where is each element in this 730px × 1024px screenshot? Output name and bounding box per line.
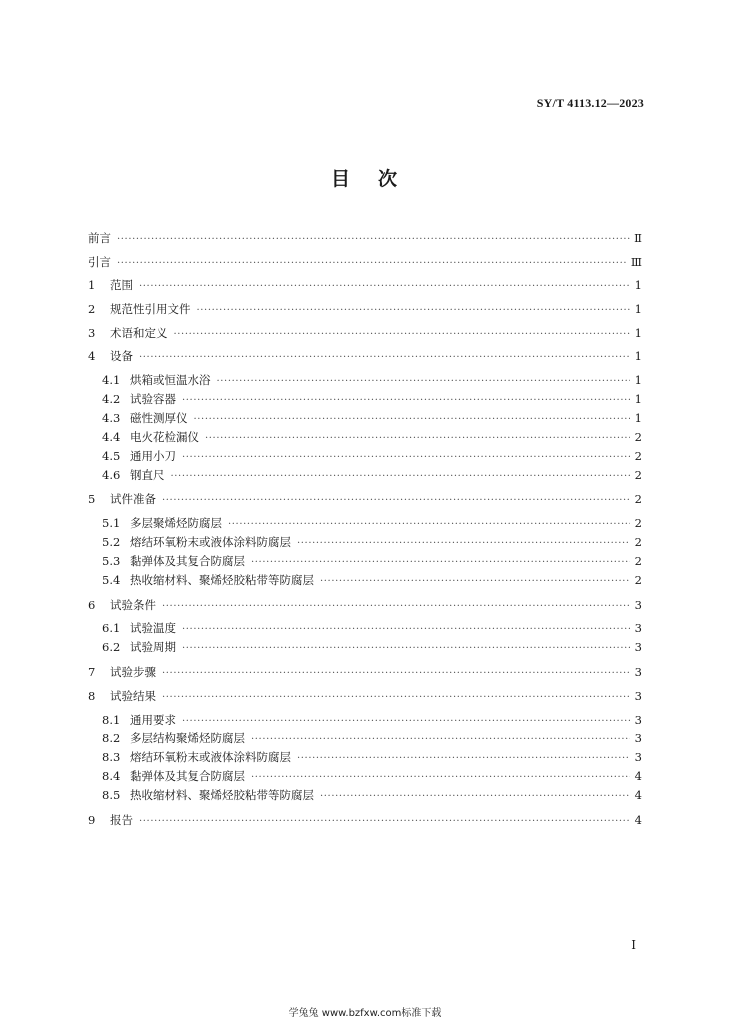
toc-entry-title: 试验周期 [130,640,176,655]
toc-entry-title: 报告 [110,813,133,828]
toc-entry-title: 试件准备 [110,492,156,507]
toc-entry[interactable] [88,639,642,658]
toc-entry[interactable] [88,534,642,553]
toc-entry-page: 2 [634,516,642,531]
toc-entry[interactable] [88,787,642,806]
toc-entry-number: 4.4 [102,429,121,444]
toc-entry-page: 1 [634,302,642,317]
toc-dot-leader [297,538,630,549]
toc-entry-title: 热收缩材料、聚烯烃胶粘带等防腐层 [130,572,314,587]
toc-entry[interactable] [88,391,642,410]
toc-entry-number: 4.5 [102,448,121,463]
toc-entry-page: 4 [634,769,642,784]
toc-entry-number: 5.2 [102,535,121,550]
toc-entry-title: 前言 [88,231,111,245]
toc-entry-number: 2 [88,302,96,317]
toc-dot-leader [205,433,630,444]
toc-entry-page: 3 [634,640,642,655]
toc-dot-leader [194,414,631,425]
toc-entry-page: 3 [634,597,642,612]
toc-entry[interactable] [88,277,642,301]
toc-dot-leader [197,305,631,316]
toc-dot-leader [182,716,630,727]
toc-entry[interactable] [88,325,642,349]
toc-entry-title: 电火花检漏仪 [130,429,199,444]
toc-dot-leader [182,643,630,654]
toc-entry[interactable] [88,467,642,486]
toc-entry-title: 熔结环氧粉末或液体涂料防腐层 [130,535,291,550]
toc-entry-title: 熔结环氧粉末或液体涂料防腐层 [130,750,291,765]
toc-entry-page: 2 [634,429,642,444]
toc-entry[interactable] [88,712,642,731]
toc-entry-page: 3 [634,665,642,680]
toc-dot-leader [162,668,630,679]
toc-entry-page: 3 [634,688,642,703]
toc-entry[interactable] [88,749,642,768]
toc-entry-title: 黏弹体及其复合防腐层 [130,769,245,784]
toc-dot-leader [139,816,630,827]
toc-entry-title: 试验温度 [130,621,176,636]
toc-entry[interactable] [88,515,642,534]
toc-entry-page: 3 [634,621,642,636]
toc-entry-number: 8.3 [102,750,121,765]
toc-entry-title: 通用要求 [130,712,176,727]
toc-dot-leader [228,519,630,530]
page-number: I [631,938,636,952]
toc-entry-page: 1 [634,392,642,407]
toc-entry-title: 热收缩材料、聚烯烃胶粘带等防腐层 [130,788,314,803]
toc-entry-number: 5.4 [102,572,121,587]
toc-entry-page: 2 [634,572,642,587]
toc-dot-leader [297,753,630,764]
toc-dot-leader [320,576,630,587]
toc-dot-leader [251,734,630,745]
toc-entry-page: 4 [634,813,642,828]
toc-entry-page: 1 [634,410,642,425]
toc-dot-leader [139,281,630,292]
toc-title [0,164,730,191]
toc-entry-title: 黏弹体及其复合防腐层 [130,553,245,568]
table-of-contents [88,230,642,836]
toc-entry-number: 3 [88,325,96,340]
toc-entry-page: 2 [634,535,642,550]
toc-dot-leader [117,234,630,245]
toc-entry-number: 5.3 [102,553,121,568]
toc-entry-number: 4.1 [102,373,121,388]
toc-dot-leader [182,452,630,463]
toc-dot-leader [182,395,630,406]
toc-entry[interactable] [88,664,642,688]
toc-entry[interactable] [88,688,642,712]
toc-entry-number: 8 [88,688,96,703]
toc-entry-number: 8.4 [102,769,121,784]
toc-entry[interactable] [88,410,642,429]
toc-entry-page: 3 [634,750,642,765]
toc-entry[interactable] [88,448,642,467]
toc-entry-title: 试验结果 [110,688,156,703]
toc-entry-number: 5 [88,492,96,507]
toc-title-char-1: 目 [330,168,352,190]
toc-entry-page: 2 [634,553,642,568]
toc-dot-leader [182,624,630,635]
toc-entry-title: 烘箱或恒温水浴 [130,373,211,388]
toc-entry[interactable] [88,597,642,621]
toc-entry-title: 设备 [110,349,133,364]
toc-dot-leader [251,772,630,783]
toc-dot-leader [139,352,630,363]
toc-entry-number: 9 [88,813,96,828]
toc-dot-leader [320,791,630,802]
toc-entry-title: 试验条件 [110,597,156,612]
toc-entry-title: 多层结构聚烯烃防腐层 [130,731,245,746]
toc-entry[interactable] [88,372,642,391]
toc-entry-page: 1 [634,373,642,388]
toc-entry-number: 4 [88,349,96,364]
toc-entry-title: 磁性测厚仪 [130,410,188,425]
toc-entry-title: 引言 [88,254,111,269]
toc-entry-page: Ⅲ [630,254,642,269]
toc-entry-page: 3 [634,712,642,727]
toc-entry[interactable] [88,572,642,591]
toc-entry[interactable] [88,553,642,572]
toc-entry-title: 试验步骤 [110,665,156,680]
toc-dot-leader [174,329,631,340]
toc-dot-leader [251,557,630,568]
toc-entry-title: 规范性引用文件 [110,302,191,317]
toc-entry-number: 5.1 [102,516,121,531]
document-code: SY/T 4113.12—2023 [536,96,644,110]
toc-entry[interactable] [88,730,642,749]
toc-entry-page: 1 [634,278,642,293]
toc-entry[interactable] [88,230,642,254]
toc-entry-page: 3 [634,731,642,746]
toc-entry[interactable] [88,301,642,325]
toc-entry-page: 1 [634,349,642,364]
toc-entry-number: 1 [88,278,96,293]
toc-entry-page: 2 [634,492,642,507]
toc-dot-leader [162,601,630,612]
toc-entry-title: 多层聚烯烃防腐层 [130,516,222,531]
toc-entry[interactable] [88,348,642,372]
toc-entry-page: 1 [634,325,642,340]
toc-entry[interactable] [88,812,642,836]
toc-dot-leader [162,692,630,703]
toc-dot-leader [117,258,627,269]
toc-entry-number: 4.2 [102,392,121,407]
toc-entry-number: 8.1 [102,712,121,727]
toc-entry[interactable] [88,491,642,515]
toc-entry[interactable] [88,620,642,639]
toc-entry-title: 通用小刀 [130,448,176,463]
toc-entry-page: 2 [634,467,642,482]
toc-title-char-2: 次 [378,168,400,190]
toc-entry-title: 范围 [110,278,133,293]
toc-dot-leader [162,495,630,506]
toc-entry-page: 4 [634,788,642,803]
toc-entry-number: 8.2 [102,731,121,746]
toc-entry-page: Ⅱ [634,231,642,245]
toc-entry-title: 试验容器 [130,392,176,407]
toc-entry-number: 4.6 [102,467,121,482]
toc-entry[interactable] [88,768,642,787]
toc-dot-leader [217,376,631,387]
toc-dot-leader [171,471,631,482]
toc-entry-title: 钢直尺 [130,467,165,482]
toc-entry-title: 术语和定义 [110,325,168,340]
toc-entry-number: 7 [88,665,96,680]
toc-entry-number: 4.3 [102,410,121,425]
toc-entry-number: 6.1 [102,621,121,636]
toc-entry[interactable] [88,429,642,448]
toc-entry-page: 2 [634,448,642,463]
toc-entry-number: 8.5 [102,788,121,803]
footer-watermark: 学兔兔 www.bzfxw.com标准下载 [288,1008,442,1019]
toc-entry-number: 6 [88,597,96,612]
toc-entry[interactable] [88,254,642,278]
toc-entry-number: 6.2 [102,640,121,655]
